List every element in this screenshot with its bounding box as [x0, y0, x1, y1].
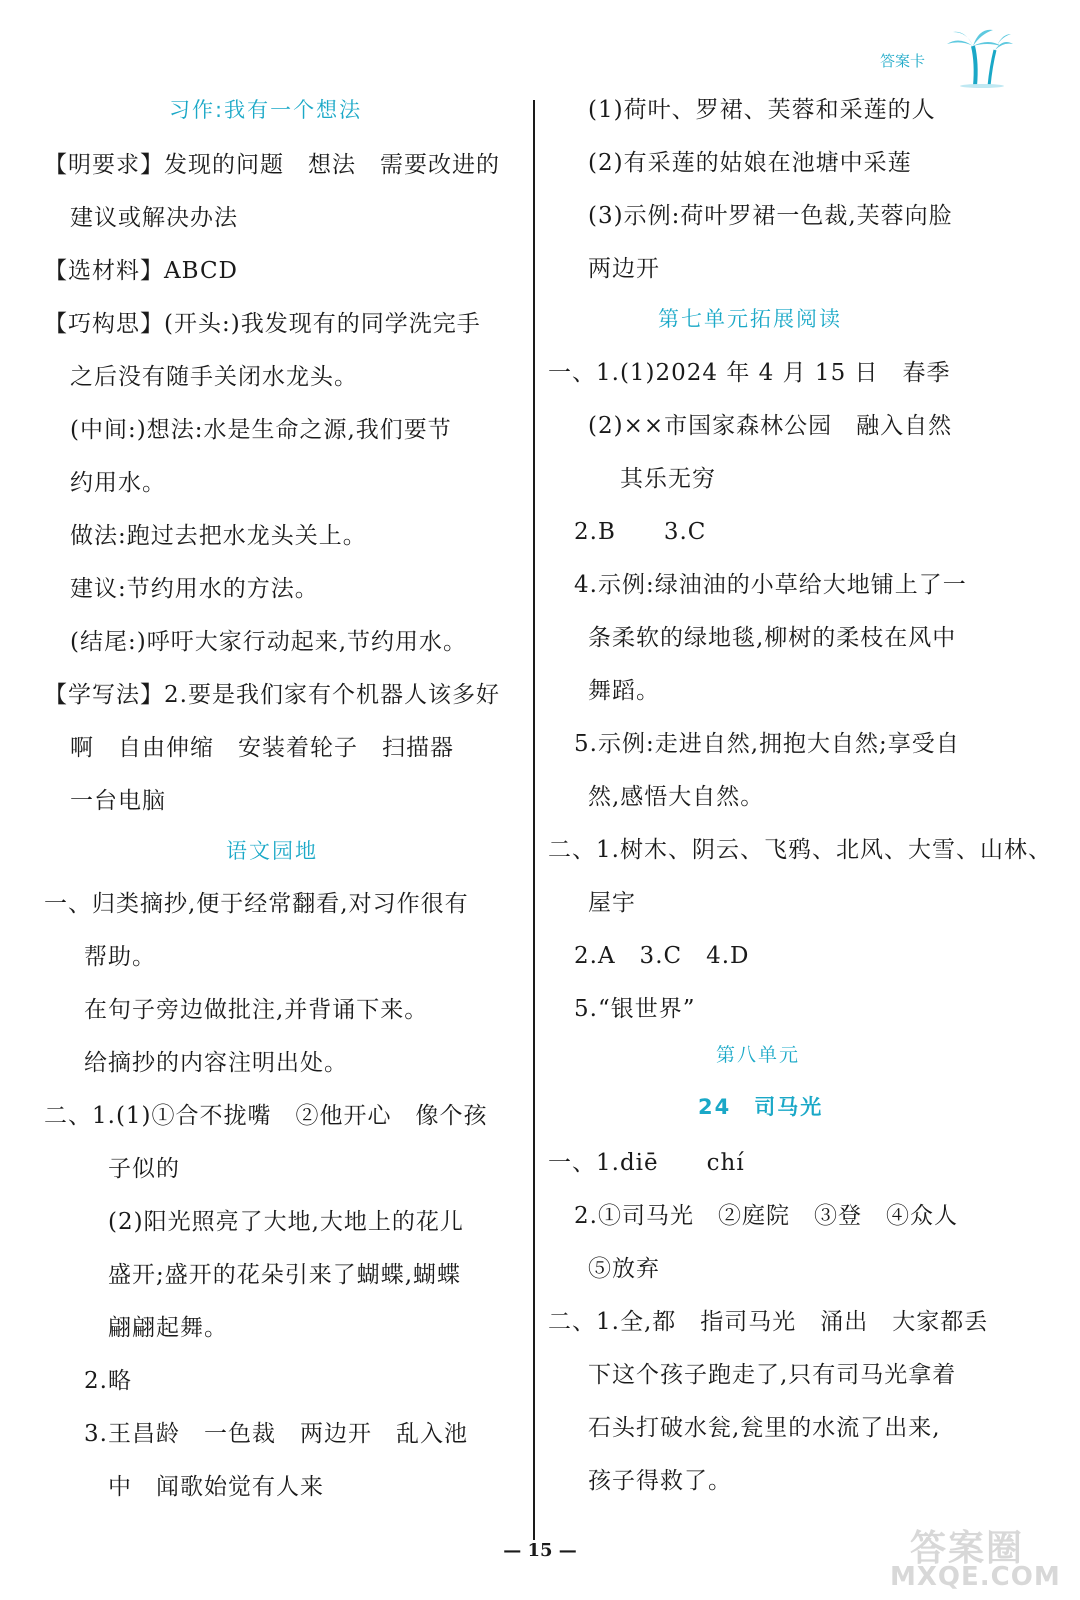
watermark [890, 1520, 1060, 1590]
header-label: 答案卡 [880, 52, 926, 70]
text-line: 舞蹈。 [588, 678, 660, 704]
text-line: 【学写法】2.要是我们家有个机器人该多好 [44, 682, 500, 708]
section-heading-unit7-reading: 第七单元拓展阅读 [658, 307, 842, 331]
watermark-url: MXQE.COM [890, 1562, 1061, 1592]
text-line: (2)有采莲的姑娘在池塘中采莲 [588, 150, 912, 176]
watermark-logo-text: 答案圈 [910, 1528, 1025, 1569]
text-line: 两边开 [588, 256, 660, 282]
text-line: 然,感悟大自然。 [588, 784, 765, 810]
text-line: 4.示例:绿油油的小草给大地铺上了一 [574, 572, 967, 598]
text-line: 盛开;盛开的花朵引来了蝴蝶,蝴蝶 [108, 1262, 462, 1288]
text-line: 建议或解决办法 [70, 205, 238, 231]
text-line: 一、1.diē chí [548, 1150, 745, 1176]
text-line: 一、归类摘抄,便于经常翻看,对习作很有 [44, 891, 469, 917]
section-heading-chinese-garden: 语文园地 [226, 839, 318, 863]
text-line: 5.示例:走进自然,拥抱大自然;享受自 [574, 731, 960, 757]
text-line: (3)示例:荷叶罗裙一色裁,芙蓉向脸 [588, 203, 953, 229]
section-heading-lesson24: 24 司马光 [698, 1095, 824, 1119]
text-line: 建议:节约用水的方法。 [70, 576, 319, 602]
section-heading-unit8: 第八单元 [716, 1044, 801, 1066]
section-heading-writing: 习作:我有一个想法 [169, 98, 363, 122]
text-line: 帮助。 [84, 944, 156, 970]
text-line: (结尾:)呼吁大家行动起来,节约用水。 [70, 629, 468, 655]
text-line: 【巧构思】(开头:)我发现有的同学洗完手 [44, 311, 481, 337]
text-line: 2.B 3.C [574, 519, 707, 545]
text-line: 子似的 [108, 1156, 180, 1182]
text-line: 在句子旁边做批注,并背诵下来。 [84, 997, 429, 1023]
text-line: 【明要求】发现的问题 想法 需要改进的 [44, 152, 500, 178]
text-line: (中间:)想法:水是生命之源,我们要节 [70, 417, 452, 443]
text-line: 2.略 [84, 1368, 132, 1394]
text-line: 条柔软的绿地毯,柳树的柔枝在风中 [588, 625, 957, 651]
page-number: — 15 — [503, 1540, 577, 1561]
text-line: 其乐无穷 [620, 466, 716, 492]
text-line: 5.“银世界” [574, 996, 696, 1022]
text-line: 做法:跑过去把水龙头关上。 [70, 523, 367, 549]
text-line: 2.①司马光 ②庭院 ③登 ④众人 [574, 1203, 958, 1229]
text-line: 啊 自由伸缩 安装着轮子 扫描器 [70, 735, 454, 761]
text-line: 二、1.(1)①合不拢嘴 ②他开心 像个孩 [44, 1103, 488, 1129]
text-line: ⑤放弃 [588, 1256, 660, 1282]
text-line: 给摘抄的内容注明出处。 [84, 1050, 348, 1076]
text-line: (2)××市国家森林公园 融入自然 [588, 413, 953, 439]
text-line: (2)阳光照亮了大地,大地上的花儿 [108, 1209, 464, 1235]
text-line: 石头打破水瓮,瓮里的水流了出来, [588, 1415, 941, 1441]
text-line: 孩子得救了。 [588, 1468, 732, 1494]
text-line: 约用水。 [70, 470, 166, 496]
text-line: 二、1.树木、阴云、飞鸦、北风、大雪、山林、 [548, 837, 1052, 863]
text-line: 中 闻歌始觉有人来 [108, 1474, 324, 1500]
text-line: 之后没有随手关闭水龙头。 [70, 364, 358, 390]
text-line: 一台电脑 [70, 788, 166, 814]
text-line: 屋宇 [588, 890, 636, 916]
column-divider [533, 100, 535, 1540]
text-line: (1)荷叶、罗裙、芙蓉和采莲的人 [588, 97, 936, 123]
text-line: 下这个孩子跑走了,只有司马光拿着 [588, 1362, 957, 1388]
text-line: 一、1.(1)2024 年 4 月 15 日 春季 [548, 360, 951, 386]
text-line: 翩翩起舞。 [108, 1315, 228, 1341]
palm-tree-icon [945, 28, 1015, 88]
text-line: 二、1.全,都 指司马光 涌出 大家都丢 [548, 1309, 989, 1335]
text-line: 3.王昌龄 一色裁 两边开 乱入池 [84, 1421, 468, 1447]
text-line: 【选材料】ABCD [44, 258, 238, 284]
text-line: 2.A 3.C 4.D [574, 943, 750, 969]
